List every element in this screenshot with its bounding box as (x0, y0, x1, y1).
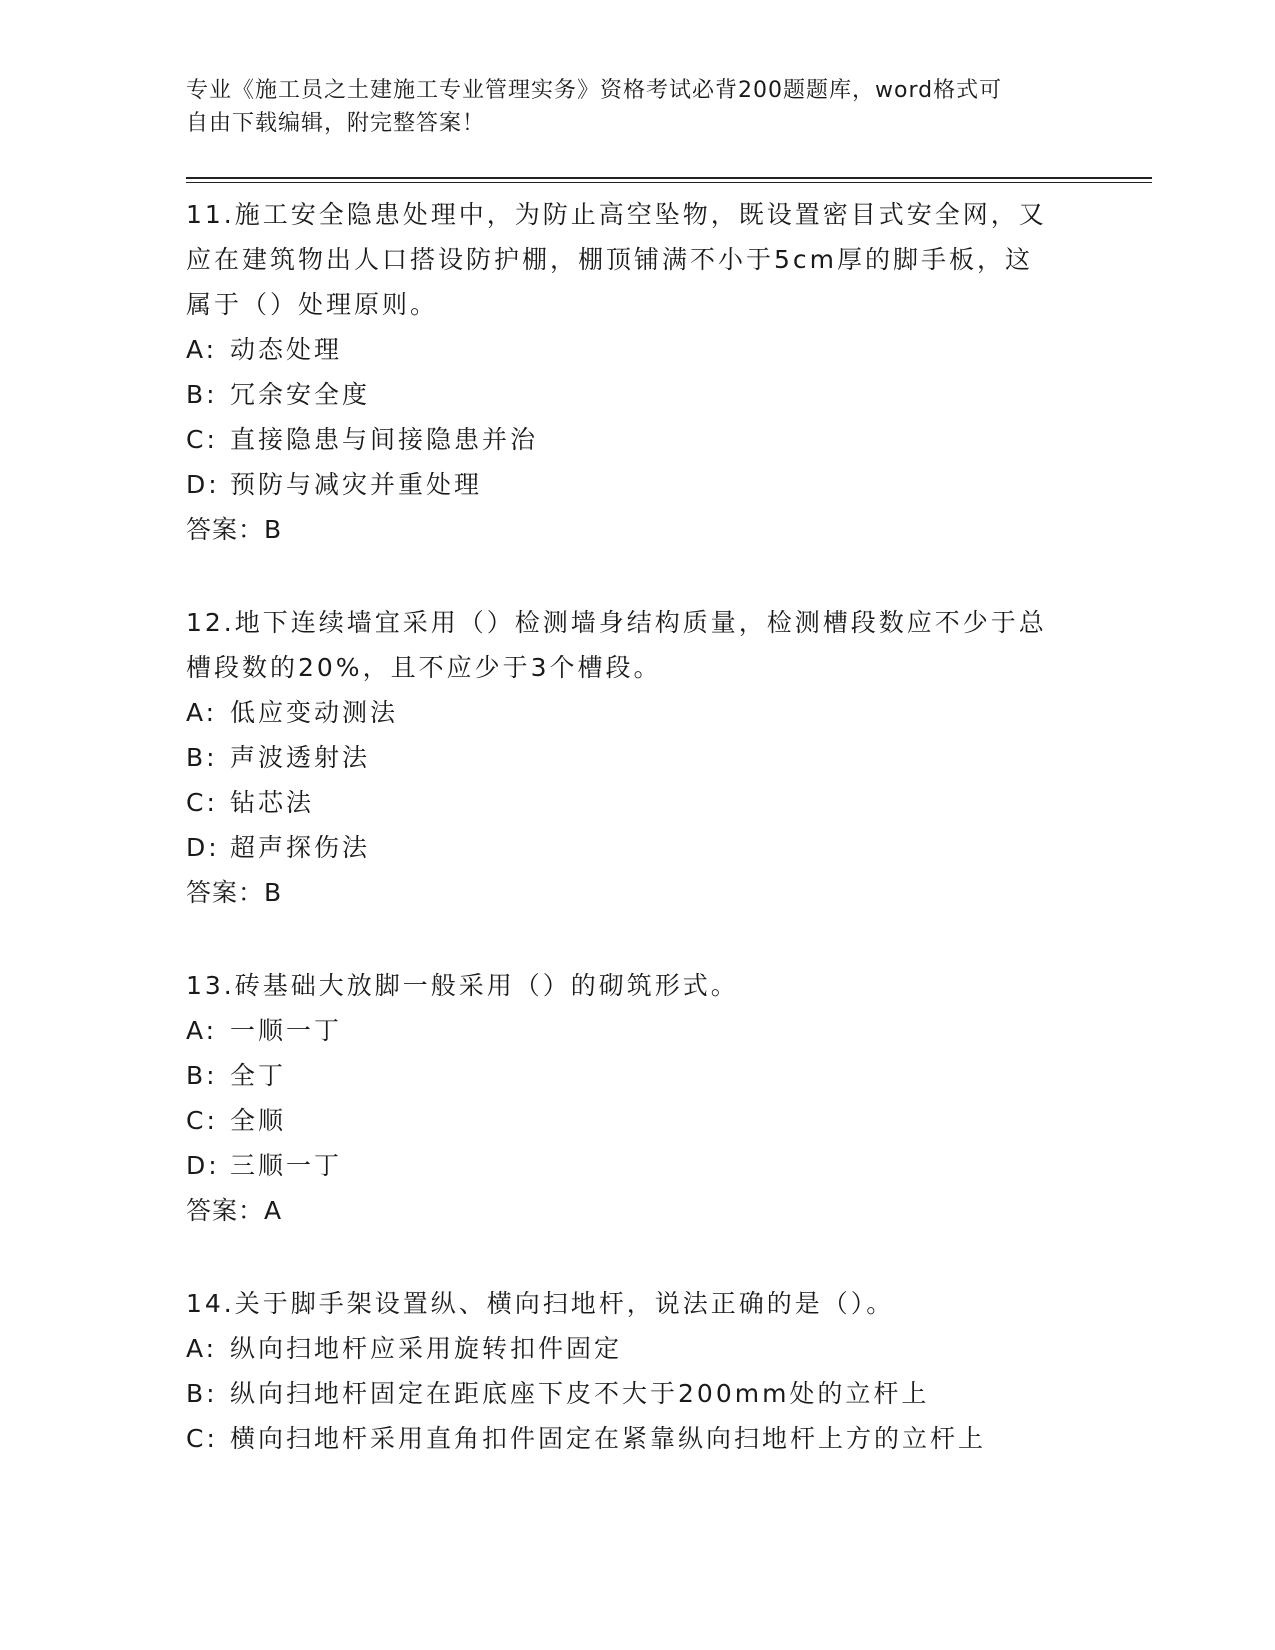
option-key: D: (186, 833, 220, 862)
option-c (186, 1098, 1086, 1143)
option-b (186, 1053, 1086, 1098)
stem-line: 14.关于脚手架设置纵、横向扫地杆，说法正确的是（）。 (186, 1289, 895, 1318)
option-a (186, 690, 1086, 735)
option-d (186, 1143, 1086, 1188)
answer-line (186, 1188, 1086, 1233)
question-11 (186, 192, 1086, 552)
option-text: 预防与减灾并重处理 (230, 470, 483, 499)
option-text: 钻芯法 (230, 788, 315, 817)
question-list (186, 192, 1086, 1461)
option-key: B: (186, 1379, 218, 1408)
option-key: C: (186, 1424, 218, 1453)
question-12 (186, 600, 1086, 915)
stem-line: 13.砖基础大放脚一般采用（）的砌筑形式。 (186, 971, 739, 1000)
question-stem (186, 192, 1086, 327)
question-stem (186, 600, 1086, 690)
option-key: A: (186, 698, 218, 727)
option-key: D: (186, 470, 220, 499)
option-text: 超声探伤法 (230, 833, 371, 862)
option-c (186, 1416, 1086, 1461)
stem-line: 槽段数的20%，且不应少于3个槽段。 (186, 653, 662, 682)
option-text: 声波透射法 (230, 743, 371, 772)
option-b (186, 372, 1086, 417)
stem-line: 应在建筑物出人口搭设防护棚，棚顶铺满不小于5cm厚的脚手板，这 (186, 245, 1034, 274)
option-text: 全丁 (230, 1061, 287, 1090)
option-key: D: (186, 1151, 220, 1180)
option-key: B: (186, 1061, 218, 1090)
option-text: 纵向扫地杆应采用旋转扣件固定 (230, 1334, 623, 1363)
stem-line: 11.施工安全隐患处理中，为防止高空坠物，既设置密目式安全网，又 (186, 200, 1047, 229)
option-text: 三顺一丁 (230, 1151, 343, 1180)
question-stem (186, 1281, 1086, 1326)
answer-label: 答案： (186, 878, 265, 907)
question-stem (186, 963, 1086, 1008)
option-text: 纵向扫地杆固定在距底座下皮不大于200mm处的立杆上 (230, 1379, 930, 1408)
stem-line: 属于（）处理原则。 (186, 290, 439, 319)
option-d (186, 825, 1086, 870)
answer-value: A (264, 1196, 283, 1225)
document-header (186, 74, 1086, 140)
option-text: 一顺一丁 (230, 1016, 343, 1045)
option-text: 横向扫地杆采用直角扣件固定在紧靠纵向扫地杆上方的立杆上 (230, 1424, 987, 1453)
option-b (186, 1371, 1086, 1416)
question-spacer (186, 915, 1086, 963)
option-text: 低应变动测法 (230, 698, 399, 727)
answer-line (186, 507, 1086, 552)
header-line-1: 专业《施工员之土建施工专业管理实务》资格考试必背200题题库，word格式可 (186, 78, 1003, 103)
answer-value: B (264, 515, 283, 544)
option-key: A: (186, 335, 218, 364)
header-line-2: 自由下载编辑，附完整答案！ (186, 111, 486, 136)
answer-line (186, 870, 1086, 915)
option-text: 动态处理 (230, 335, 343, 364)
option-c (186, 780, 1086, 825)
option-a (186, 327, 1086, 372)
option-key: B: (186, 743, 218, 772)
option-text: 直接隐患与间接隐患并治 (230, 425, 539, 454)
option-d (186, 462, 1086, 507)
option-key: C: (186, 788, 218, 817)
stem-line: 12.地下连续墙宜采用（）检测墙身结构质量，检测槽段数应不少于总 (186, 608, 1047, 637)
option-text: 全顺 (230, 1106, 287, 1135)
answer-label: 答案： (186, 515, 265, 544)
question-13 (186, 963, 1086, 1233)
question-spacer (186, 552, 1086, 600)
option-key: C: (186, 1106, 218, 1135)
option-a (186, 1326, 1086, 1371)
option-key: A: (186, 1016, 218, 1045)
option-b (186, 735, 1086, 780)
option-key: C: (186, 425, 218, 454)
header-divider-thick (186, 177, 1152, 179)
option-c (186, 417, 1086, 462)
question-14 (186, 1281, 1086, 1461)
option-key: A: (186, 1334, 218, 1363)
option-key: B: (186, 380, 218, 409)
question-spacer (186, 1233, 1086, 1281)
option-a (186, 1008, 1086, 1053)
answer-label: 答案： (186, 1196, 265, 1225)
header-divider-thin (186, 182, 1152, 183)
answer-value: B (264, 878, 283, 907)
option-text: 冗余安全度 (230, 380, 371, 409)
